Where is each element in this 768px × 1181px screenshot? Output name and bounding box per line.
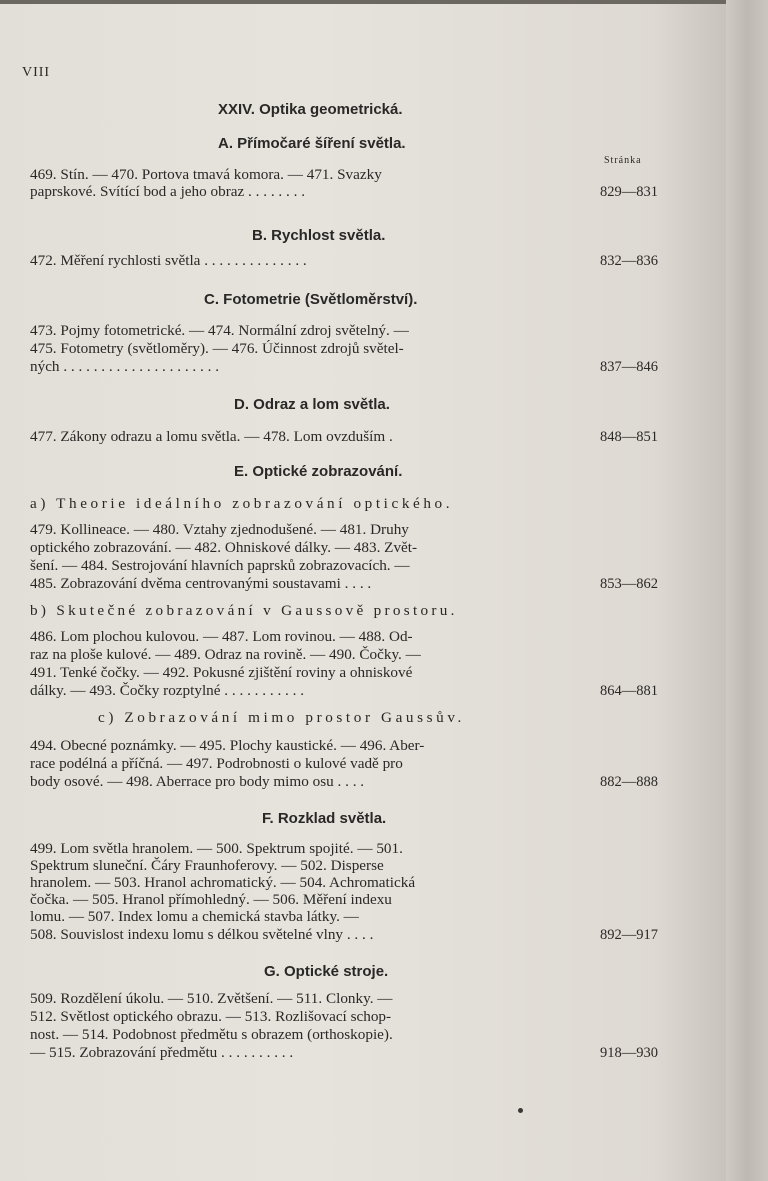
toc-line: optického zobrazování. — 482. Ohniskové dálky. — 483. Zvět- xyxy=(30,539,418,556)
toc-line: dálky. — 493. Čočky rozptylné . . . . . . . . . . . xyxy=(30,682,305,699)
page-range: 918—930 xyxy=(600,1045,658,1061)
page-range: 864—881 xyxy=(600,683,658,699)
toc-line: raz na ploše kulové. — 489. Odraz na rovině. — 490. Čočky. — xyxy=(30,646,421,663)
toc-line: — 515. Zobrazování předmětu . . . . . . . . . . xyxy=(30,1044,294,1061)
toc-line: šení. — 484. Sestrojování hlavních paprsků zobrazovacích. — xyxy=(30,557,410,574)
toc-line: 512. Světlost optického obrazu. — 513. Rozlišovací schop- xyxy=(30,1008,392,1025)
toc-line: 491. Tenké čočky. — 492. Pokusné zjištění roviny a ohniskové xyxy=(30,664,413,681)
subsection-c-heading: c) Zobrazování mimo prostor Gaussův. xyxy=(98,709,465,726)
toc-line: 472. Měření rychlosti světla . . . . . . . . . . . . . . xyxy=(30,252,307,269)
subsection-a-heading: a) Theorie ideálního zobrazování optického. xyxy=(30,495,454,512)
top-border xyxy=(0,0,768,4)
page-range: 829—831 xyxy=(600,184,658,200)
section-f-heading: F. Rozklad světla. xyxy=(262,810,387,827)
pages-label: Stránka xyxy=(604,155,642,166)
section-a-heading: A. Přímočaré šíření světla. xyxy=(218,135,406,152)
toc-line: hranolem. — 503. Hranol achromatický. — 504. Achromatická xyxy=(30,874,416,891)
section-b-heading: B. Rychlost světla. xyxy=(252,227,386,244)
section-e-heading: E. Optické zobrazování. xyxy=(234,463,403,480)
toc-line: nost. — 514. Podobnost předmětu s obrazem (orthoskopie). xyxy=(30,1026,393,1043)
toc-line: 473. Pojmy fotometrické. — 474. Normální zdroj světelný. — xyxy=(30,322,409,339)
page-edge xyxy=(726,0,768,1181)
section-d-heading: D. Odraz a lom světla. xyxy=(234,396,390,413)
toc-line: 494. Obecné poznámky. — 495. Plochy kaustické. — 496. Aber- xyxy=(30,737,425,754)
toc-line: 499. Lom světla hranolem. — 500. Spektrum spojité. — 501. xyxy=(30,840,403,857)
subsection-b-heading: b) Skutečné zobrazování v Gaussově prostoru. xyxy=(30,602,458,619)
page-range: 832—836 xyxy=(600,253,658,269)
toc-line: 479. Kollineace. — 480. Vztahy zjednodušené. — 481. Druhy xyxy=(30,521,409,538)
toc-line: 485. Zobrazování dvěma centrovanými soustavami . . . . xyxy=(30,575,372,592)
toc-line: 508. Souvislost indexu lomu s délkou světelné vlny . . . . xyxy=(30,926,374,943)
page-range: 848—851 xyxy=(600,429,658,445)
page-range: 853—862 xyxy=(600,576,658,592)
page-number: VIII xyxy=(22,65,51,80)
toc-line: 477. Zákony odrazu a lomu světla. — 478. Lom ovzduším . xyxy=(30,428,393,445)
toc-line: race podélná a příčná. — 497. Podrobnosti o kulové vadě pro xyxy=(30,755,403,772)
page-range: 882—888 xyxy=(600,774,658,790)
toc-line: Spektrum sluneční. Čáry Fraunhoferovy. — 502. Disperse xyxy=(30,857,384,874)
page-range: 837—846 xyxy=(600,359,658,375)
toc-line: paprskové. Svítící bod a jeho obraz . . . . . . . . xyxy=(30,183,306,200)
toc-line: lomu. — 507. Index lomu a chemická stavba látky. — xyxy=(30,908,359,925)
toc-line: 475. Fotometry (světloměry). — 476. Účinnost zdrojů světel- xyxy=(30,340,404,357)
toc-line: body osové. — 498. Aberrace pro body mimo osu . . . . xyxy=(30,773,365,790)
page-range: 892—917 xyxy=(600,927,658,943)
toc-line: 469. Stín. — 470. Portova tmavá komora. — 471. Svazky xyxy=(30,166,382,183)
toc-line: ných . . . . . . . . . . . . . . . . . . . . . xyxy=(30,358,219,375)
toc-line: čočka. — 505. Hranol přímohledný. — 506. Měření indexu xyxy=(30,891,392,908)
section-c-heading: C. Fotometrie (Světloměrství). xyxy=(204,291,418,308)
section-g-heading: G. Optické stroje. xyxy=(264,963,389,980)
ink-dot xyxy=(518,1108,523,1113)
toc-line: 486. Lom plochou kulovou. — 487. Lom rovinou. — 488. Od- xyxy=(30,628,413,645)
toc-line: 509. Rozdělení úkolu. — 510. Zvětšení. — 511. Clonky. — xyxy=(30,990,393,1007)
chapter-title: XXIV. Optika geometrická. xyxy=(218,101,403,118)
